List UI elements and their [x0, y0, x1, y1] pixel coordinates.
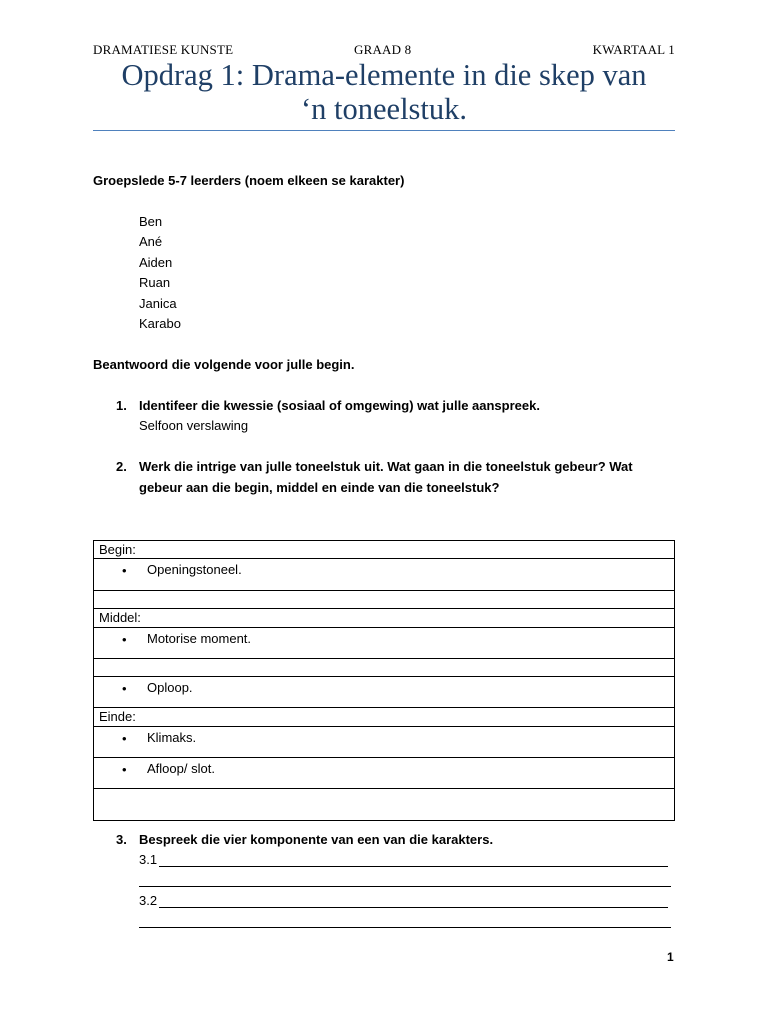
page-number: 1 [667, 950, 674, 964]
q1-answer: Selfoon verslawing [139, 418, 249, 433]
middel-label: Middel: [99, 610, 141, 625]
q2-question-line-2: gebeur aan die begin, middel en einde van die toneelstuk? [139, 480, 500, 495]
einde-label-row [94, 708, 674, 727]
bullet-icon: • [122, 563, 127, 578]
empty-row[interactable] [94, 591, 674, 609]
q3-number: 3. [116, 832, 127, 847]
group-heading: Groepslede 5-7 leerders (noem elkeen se karakter) [93, 173, 405, 188]
member-item: Ben [139, 214, 163, 229]
middel-item-2: Oploop. [147, 680, 193, 695]
einde-item-1: Klimaks. [147, 730, 197, 745]
q2-number: 2. [116, 459, 127, 474]
bullet-icon: • [122, 632, 127, 647]
member-item: Janica [139, 296, 177, 311]
title-line-2: ‘n toneelstuk. [300, 92, 468, 126]
q3-question: Bespreek die vier komponente van een van die karakters. [139, 832, 494, 847]
einde-label: Einde: [99, 709, 136, 724]
header-subject: DRAMATIESE KUNSTE [93, 42, 234, 57]
bullet-icon: • [122, 762, 127, 777]
answer-line-3-1[interactable] [159, 866, 668, 867]
middel-item-row[interactable] [94, 677, 674, 708]
begin-label-row [94, 541, 674, 559]
middel-item-1: Motorise moment. [147, 631, 252, 646]
page-title [93, 58, 675, 126]
einde-item-row[interactable] [94, 758, 674, 789]
empty-row[interactable] [94, 789, 674, 820]
member-item: Ruan [139, 275, 171, 290]
title-line-1: Opdrag 1: Drama-elemente in die skep van [121, 58, 647, 92]
answer-line-3-2-cont[interactable] [139, 927, 671, 928]
einde-item-row[interactable] [94, 727, 674, 758]
begin-item-row[interactable] [94, 559, 674, 591]
answer-line-3-2[interactable] [159, 907, 668, 908]
answer-line-3-1-cont[interactable] [139, 886, 671, 887]
middel-label-row [94, 609, 674, 628]
member-item: Ané [139, 234, 163, 249]
header-grade: GRAAD 8 [354, 42, 412, 57]
q1-question: Identifeer die kwessie (sosiaal of omgewing) wat julle aanspreek. [139, 398, 540, 413]
q1-number: 1. [116, 398, 127, 413]
begin-label: Begin: [99, 542, 136, 557]
bullet-icon: • [122, 681, 127, 696]
middel-item-row[interactable] [94, 628, 674, 659]
empty-row[interactable] [94, 659, 674, 677]
instruction: Beantwoord die volgende voor julle begin. [93, 357, 355, 372]
header-term: KWARTAAL 1 [592, 42, 675, 57]
title-underline [93, 130, 675, 131]
q2-question-line-1: Werk die intrige van julle toneelstuk uit. Wat gaan in die toneelstuk gebeur? Wat [139, 459, 633, 474]
member-item: Aiden [139, 255, 173, 270]
einde-item-2: Afloop/ slot. [147, 761, 215, 776]
bullet-icon: • [122, 731, 127, 746]
q3-sub-2-label: 3.2 [139, 893, 158, 908]
member-item: Karabo [139, 316, 181, 331]
begin-item: Openingstoneel. [147, 562, 242, 577]
q3-sub-1-label: 3.1 [139, 852, 158, 867]
plot-table [93, 540, 675, 821]
